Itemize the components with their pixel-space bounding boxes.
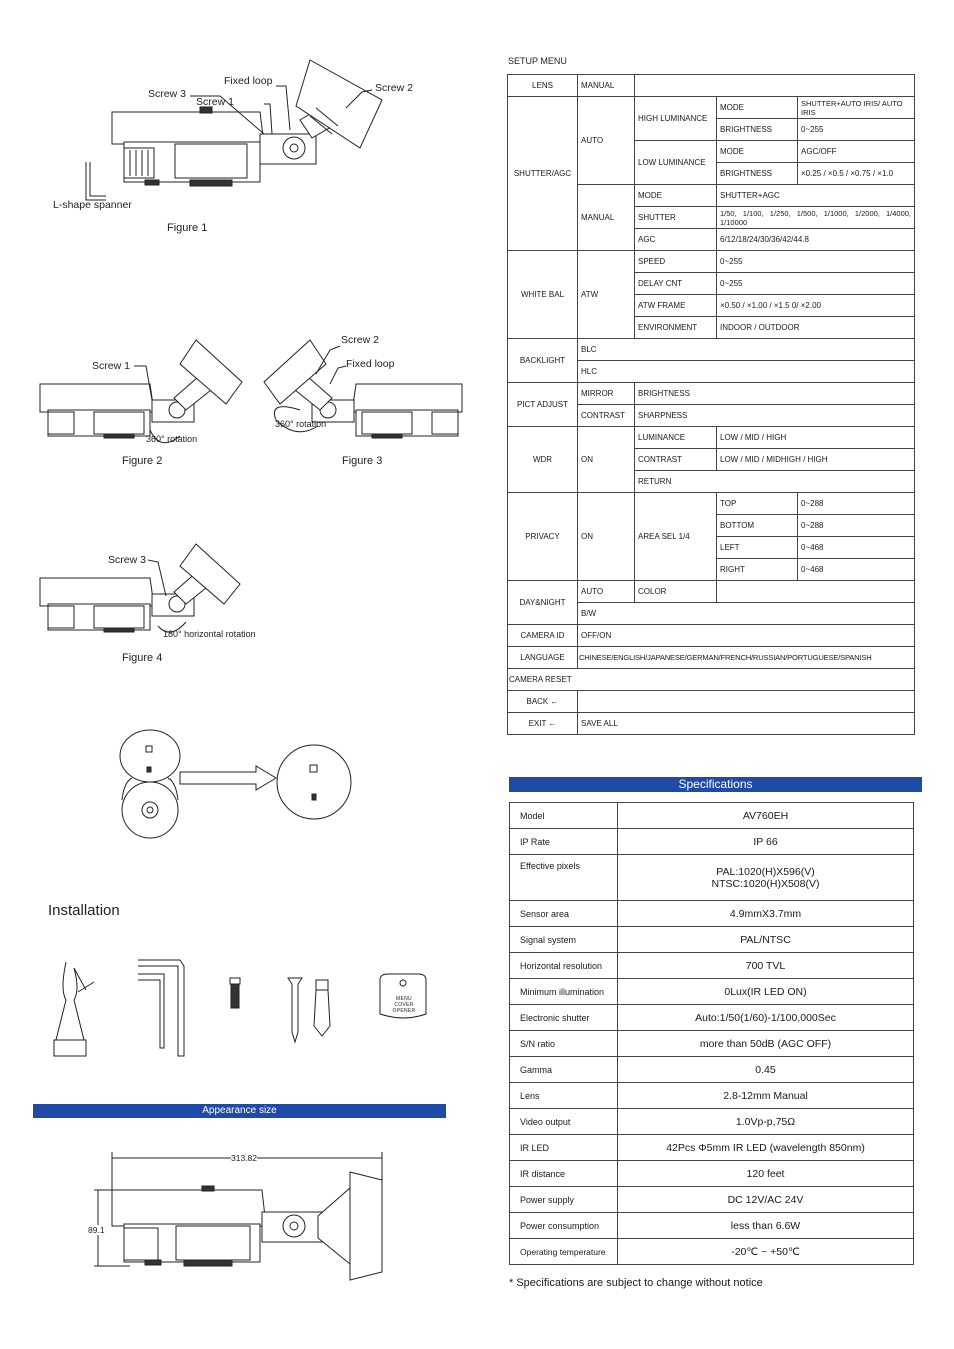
menu-cell: 6/12/18/24/30/36/42/44.8	[717, 229, 915, 251]
spec-value: AV760EH	[618, 803, 914, 829]
menu-exit: EXIT ←	[508, 713, 578, 735]
spec-label: Sensor area	[510, 901, 618, 927]
menu-cell: B/W	[578, 603, 915, 625]
spec-label: IP Rate	[510, 829, 618, 855]
spec-value: 700 TVL	[618, 953, 914, 979]
spec-label: Video output	[510, 1109, 618, 1135]
menu-cell: 1/50, 1/100, 1/250, 1/500, 1/1000, 1/2000, 1/4000, 1/10000	[717, 207, 915, 229]
menu-cell: LEFT	[717, 537, 798, 559]
fixed-loop-label: Fixed loop	[224, 75, 273, 87]
spec-label: Gamma	[510, 1057, 618, 1083]
menu-cell: ×0.25 / ×0.5 / ×0.75 / ×1.0	[798, 163, 915, 185]
spec-value: 120 feet	[618, 1161, 914, 1187]
screw-1-label: Screw 1	[196, 96, 234, 108]
fig2-rotation-label: 360° rotation	[146, 434, 198, 444]
menu-cell: INDOOR / OUTDOOR	[717, 317, 915, 339]
spec-value: 1.0Vp-p,75Ω	[618, 1109, 914, 1135]
spec-value: 0.45	[618, 1057, 914, 1083]
fig4-rotation-label: 180° horizontal rotation	[163, 629, 256, 639]
menu-cell: RETURN	[635, 471, 915, 493]
spec-row	[510, 1109, 914, 1135]
menu-cell: BRIGHTNESS	[717, 163, 798, 185]
spec-label: IR distance	[510, 1161, 618, 1187]
menu-cover-opener-text: MENU COVER OPENER	[392, 996, 416, 1014]
spec-value: PAL/NTSC	[618, 927, 914, 953]
spec-row	[510, 1135, 914, 1161]
menu-cell: SPEED	[635, 251, 717, 273]
spec-value: 42Pcs Φ5mm IR LED (wavelength 850nm)	[618, 1135, 914, 1161]
fig3-screw-label: Screw 2	[341, 334, 379, 346]
menu-cell: AGC/OFF	[798, 141, 915, 163]
menu-cell: AUTO	[578, 581, 635, 603]
menu-cell: 0~468	[798, 559, 915, 581]
spec-label: Signal system	[510, 927, 618, 953]
spec-row	[510, 1187, 914, 1213]
spec-value: less than 6.6W	[618, 1213, 914, 1239]
menu-cell: LUMINANCE	[635, 427, 717, 449]
spec-row	[510, 953, 914, 979]
menu-camera-id: CAMERA ID	[508, 625, 578, 647]
menu-cell: MODE	[717, 97, 798, 119]
specifications-table	[509, 802, 914, 1265]
menu-cell: 0~255	[798, 119, 915, 141]
menu-cell: SHUTTER+AGC	[717, 185, 915, 207]
menu-cell: SAVE ALL	[578, 713, 915, 735]
setup-menu-title: SETUP MENU	[508, 56, 567, 66]
spec-value: more than 50dB (AGC OFF)	[618, 1031, 914, 1057]
menu-pict-adjust: PICT ADJUST	[508, 383, 578, 427]
spec-row	[510, 1005, 914, 1031]
menu-day-night: DAY&NIGHT	[508, 581, 578, 625]
spec-value: IP 66	[618, 829, 914, 855]
specifications-note: * Specifications are subject to change without notice	[509, 1277, 763, 1289]
spec-label: Effective pixels	[510, 855, 618, 901]
menu-white-bal: WHITE BAL	[508, 251, 578, 339]
menu-cell: MODE	[717, 141, 798, 163]
menu-cell: RIGHT	[717, 559, 798, 581]
spec-label: Power consumption	[510, 1213, 618, 1239]
spec-label: Model	[510, 803, 618, 829]
menu-cell: DELAY CNT	[635, 273, 717, 295]
spec-row	[510, 1239, 914, 1265]
spec-label: Lens	[510, 1083, 618, 1109]
menu-cell: MIRROR	[578, 383, 635, 405]
menu-shutter-agc: SHUTTER/AGC	[508, 97, 578, 251]
spec-row	[510, 1083, 914, 1109]
menu-lens: LENS	[508, 75, 578, 97]
spec-value: -20℃ ~ +50℃	[618, 1239, 914, 1265]
menu-language: LANGUAGE	[508, 647, 578, 669]
spec-label: IR LED	[510, 1135, 618, 1161]
menu-cell: AGC	[635, 229, 717, 251]
spec-label: Minimum illumination	[510, 979, 618, 1005]
spec-value: Auto:1/50(1/60)-1/100,000Sec	[618, 1005, 914, 1031]
spec-row	[510, 1161, 914, 1187]
menu-cell: CONTRAST	[635, 449, 717, 471]
spec-row	[510, 1213, 914, 1239]
spec-row	[510, 855, 914, 901]
menu-camera-reset: CAMERA RESET	[508, 669, 915, 691]
menu-cell: SHARPNESS	[635, 405, 915, 427]
menu-privacy-on: ON	[578, 493, 635, 581]
installation-title: Installation	[48, 902, 120, 919]
menu-cell: 0~255	[717, 251, 915, 273]
fig3-loop-label: Fixed loop	[346, 358, 395, 370]
menu-atw: ATW	[578, 251, 635, 339]
menu-cell: BLC	[578, 339, 915, 361]
menu-cell: TOP	[717, 493, 798, 515]
menu-cell: ENVIRONMENT	[635, 317, 717, 339]
menu-backlight: BACKLIGHT	[508, 339, 578, 383]
setup-menu-table	[507, 74, 915, 735]
figure-1-caption: Figure 1	[167, 222, 208, 234]
spec-label: Operating temperature	[510, 1239, 618, 1265]
figure-3-caption: Figure 3	[342, 455, 383, 467]
menu-cell: HLC	[578, 361, 915, 383]
menu-cell: BOTTOM	[717, 515, 798, 537]
spec-row	[510, 927, 914, 953]
spec-label: Power supply	[510, 1187, 618, 1213]
menu-area-sel: AREA SEL 1/4	[635, 493, 717, 581]
height-dimension: 89.1	[88, 1225, 105, 1235]
menu-cell: ×0.50 / ×1.00 / ×1.5 0/ ×2.00	[717, 295, 915, 317]
specifications-header: Specifications	[509, 777, 922, 792]
menu-shutter-manual: MANUAL	[578, 185, 635, 251]
menu-cell: OFF/ON	[578, 625, 915, 647]
fig4-screw-label: Screw 3	[108, 554, 146, 566]
spec-label: Horizontal resolution	[510, 953, 618, 979]
menu-lens-value: MANUAL	[578, 75, 635, 97]
menu-cell: 0~288	[798, 493, 915, 515]
spec-row	[510, 979, 914, 1005]
spec-row	[510, 803, 914, 829]
menu-cell: ATW FRAME	[635, 295, 717, 317]
menu-cell: SHUTTER+AUTO IRIS/ AUTO IRIS	[798, 97, 915, 119]
spec-value: 4.9mmX3.7mm	[618, 901, 914, 927]
menu-low-luminance: LOW LUMINANCE	[635, 141, 717, 185]
menu-cell: SHUTTER	[635, 207, 717, 229]
fig2-screw-label: Screw 1	[92, 360, 130, 372]
spec-value: DC 12V/AC 24V	[618, 1187, 914, 1213]
spec-row	[510, 1031, 914, 1057]
fig3-rotation-label: 360° rotation	[275, 419, 327, 429]
screw-3-label: Screw 3	[148, 88, 186, 100]
appearance-size-header: Appearance size	[33, 1104, 446, 1118]
figure-2-caption: Figure 2	[122, 455, 163, 467]
menu-cell: LOW / MID / HIGH	[717, 427, 915, 449]
spec-label: S/N ratio	[510, 1031, 618, 1057]
menu-cell: BRIGHTNESS	[635, 383, 915, 405]
spec-row	[510, 1057, 914, 1083]
menu-privacy: PRIVACY	[508, 493, 578, 581]
spec-row	[510, 829, 914, 855]
menu-cell: MODE	[635, 185, 717, 207]
menu-shutter-auto: AUTO	[578, 97, 635, 185]
menu-cell: CONTRAST	[578, 405, 635, 427]
menu-back: BACK ←	[508, 691, 578, 713]
menu-wdr-on: ON	[578, 427, 635, 493]
screw-2-label: Screw 2	[375, 82, 413, 94]
menu-cell: CHINESE/ENGLISH/JAPANESE/GERMAN/FRENCH/RUSSIAN/PORTUGUESE/SPANISH	[578, 647, 915, 669]
spec-value: 0Lux(IR LED ON)	[618, 979, 914, 1005]
menu-cell: COLOR	[635, 581, 717, 603]
menu-cell: BRIGHTNESS	[717, 119, 798, 141]
spec-row	[510, 901, 914, 927]
width-dimension: 313.82	[231, 1153, 257, 1163]
spec-value: 2.8-12mm Manual	[618, 1083, 914, 1109]
menu-cell: LOW / MID / MIDHIGH / HIGH	[717, 449, 915, 471]
menu-cell: 0~468	[798, 537, 915, 559]
spec-value: PAL:1020(H)X596(V) NTSC:1020(H)X508(V)	[618, 855, 914, 901]
menu-high-luminance: HIGH LUMINANCE	[635, 97, 717, 141]
menu-cell: 0~288	[798, 515, 915, 537]
figure-4-caption: Figure 4	[122, 652, 163, 664]
spec-label: Electronic shutter	[510, 1005, 618, 1031]
menu-wdr: WDR	[508, 427, 578, 493]
menu-cell: 0~255	[717, 273, 915, 295]
spanner-label: L-shape spanner	[53, 199, 132, 211]
